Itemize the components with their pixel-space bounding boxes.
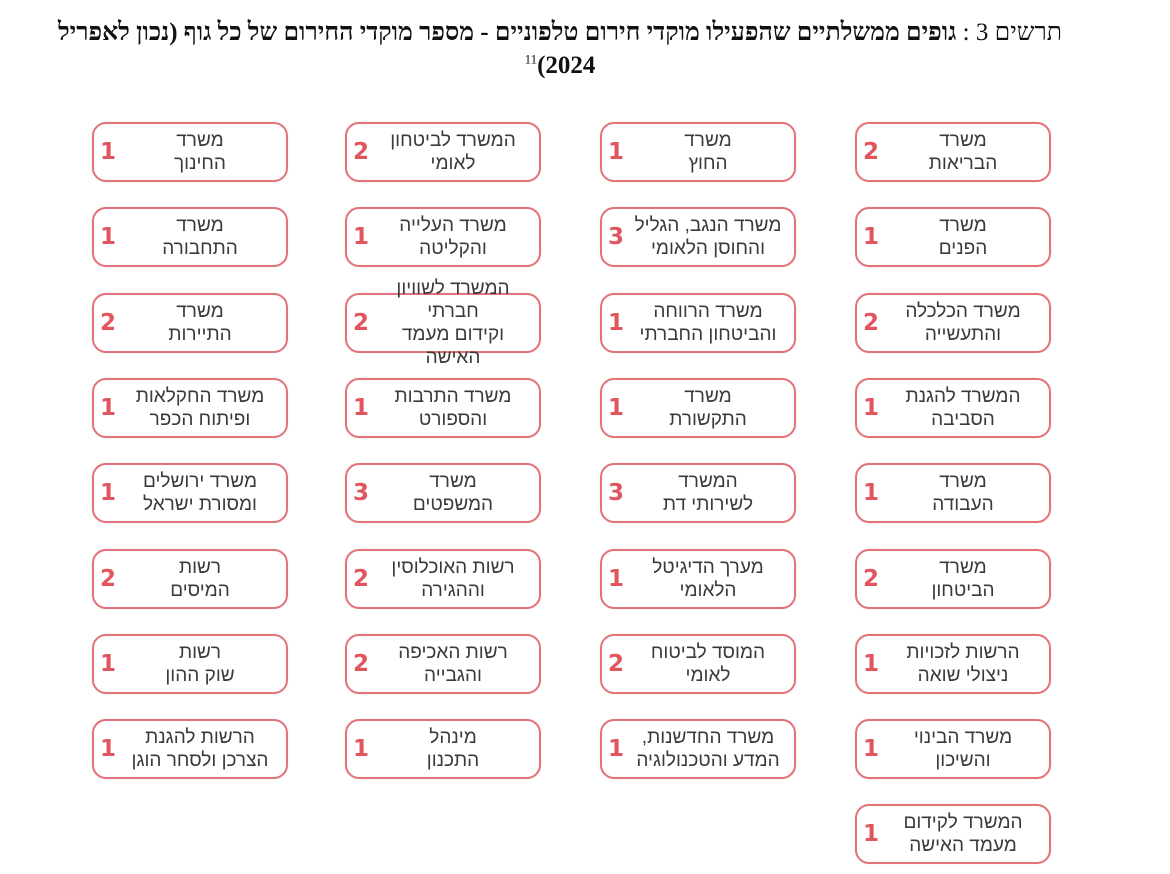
agency-card [855, 207, 1051, 267]
agency-card [855, 719, 1051, 779]
agency-card [600, 122, 796, 182]
hotline-count: 2 [353, 566, 370, 592]
hotline-count: 2 [353, 139, 370, 165]
hotline-count: 3 [353, 480, 370, 506]
agency-name: הרשות לזכויות ניצולי שואה [906, 642, 1020, 686]
hotline-count: 2 [863, 139, 880, 165]
agency-name: משרד החוץ [684, 130, 732, 174]
hotline-count: 1 [608, 736, 625, 762]
agency-name: משרד הפנים [938, 215, 988, 259]
hotline-count: 1 [863, 651, 880, 677]
agency-name: המשרד לקידום מעמד האישה [903, 812, 1023, 856]
agency-card [92, 293, 288, 353]
agency-name: משרד החדשנות, המדע והטכנולוגיה [636, 727, 780, 771]
agency-name: משרד העלייה והקליטה [399, 215, 507, 259]
agency-name: רשות המיסים [170, 557, 230, 601]
title-text: גופים ממשלתיים שהפעילו מוקדי חירום טלפוניים - מספר מוקדי החירום של כל גוף (נכון לאפריל 2024) [57, 19, 957, 79]
hotline-count: 2 [863, 310, 880, 336]
hotline-count: 1 [100, 139, 117, 165]
agency-name: המוסד לביטוח לאומי [650, 642, 766, 686]
agency-card [345, 122, 541, 182]
agency-name: רשות שוק ההון [165, 642, 235, 686]
agency-card [600, 549, 796, 609]
agency-name: משרד המשפטים [412, 471, 494, 515]
agency-card [600, 719, 796, 779]
hotline-count: 1 [353, 736, 370, 762]
agency-name: משרד הבריאות [928, 130, 998, 174]
agency-card [855, 463, 1051, 523]
hotline-count: 1 [608, 395, 625, 421]
hotline-count: 2 [100, 310, 117, 336]
agency-name: משרד החינוך [174, 130, 226, 174]
agency-name: הרשות להגנת הצרכן ולסחר הוגן [131, 727, 269, 771]
hotline-count: 1 [100, 224, 117, 250]
hotline-count: 1 [353, 395, 370, 421]
hotline-count: 1 [100, 651, 117, 677]
agency-name: משרד התיירות [168, 301, 232, 345]
hotline-count: 1 [863, 821, 880, 847]
hotline-count: 3 [608, 480, 625, 506]
agency-name: משרד התרבות והספורט [394, 386, 512, 430]
hotline-count: 2 [353, 310, 370, 336]
footnote-marker: 11 [524, 51, 538, 67]
agency-card [92, 122, 288, 182]
agency-card [345, 549, 541, 609]
agency-name: המשרד לשירותי דת [662, 471, 754, 515]
agency-card [855, 634, 1051, 694]
agency-card [855, 549, 1051, 609]
agency-name: משרד העבודה [932, 471, 994, 515]
hotline-count: 2 [608, 651, 625, 677]
figure-number: תרשים 3 : [962, 19, 1063, 46]
agency-card [600, 634, 796, 694]
hotline-count: 2 [353, 651, 370, 677]
agency-card [345, 378, 541, 438]
agency-name: המשרד לשוויון חברתי וקידום מעמד האישה [396, 278, 510, 368]
agency-card [92, 634, 288, 694]
agency-name: מינהל התכנון [426, 727, 480, 771]
agency-card [92, 549, 288, 609]
agency-name: מערך הדיגיטל הלאומי [652, 557, 764, 601]
agency-card [92, 378, 288, 438]
agency-card [345, 719, 541, 779]
agency-name: משרד החקלאות ופיתוח הכפר [135, 386, 265, 430]
hotline-count: 1 [100, 395, 117, 421]
agency-card [92, 207, 288, 267]
agency-name: המשרד לביטחון לאומי [390, 130, 516, 174]
agency-card [345, 463, 541, 523]
hotline-count: 1 [863, 224, 880, 250]
agency-name: רשות האוכלוסין וההגירה [391, 557, 515, 601]
hotline-count: 1 [863, 736, 880, 762]
hotline-count: 3 [608, 224, 625, 250]
agency-name: משרד הרווחה והביטחון החברתי [639, 301, 777, 345]
agency-card [600, 378, 796, 438]
agency-name: המשרד להגנת הסביבה [905, 386, 1021, 430]
agency-name: משרד הבינוי והשיכון [913, 727, 1013, 771]
agency-card [855, 378, 1051, 438]
hotline-count: 2 [100, 566, 117, 592]
agency-card [600, 207, 796, 267]
agency-card [600, 293, 796, 353]
hotline-count: 1 [863, 395, 880, 421]
hotline-count: 1 [863, 480, 880, 506]
agency-name: משרד הכלכלה והתעשייה [905, 301, 1021, 345]
hotline-count: 1 [608, 139, 625, 165]
agency-card [345, 634, 541, 694]
hotline-count: 1 [353, 224, 370, 250]
agency-card [92, 463, 288, 523]
hotline-count: 1 [608, 566, 625, 592]
agency-name: משרד התחבורה [162, 215, 238, 259]
agency-card [92, 719, 288, 779]
agency-card [855, 804, 1051, 864]
hotline-count: 1 [100, 480, 117, 506]
hotline-count: 2 [863, 566, 880, 592]
agency-card [855, 293, 1051, 353]
agency-name: משרד הנגב, הגליל והחוסן הלאומי [634, 215, 782, 259]
agency-card [345, 278, 541, 368]
agency-card [855, 122, 1051, 182]
agency-name: משרד התקשורת [669, 386, 747, 430]
agency-card [600, 463, 796, 523]
hotline-count: 1 [608, 310, 625, 336]
agency-name: משרד הביטחון [931, 557, 995, 601]
hotline-count: 1 [100, 736, 117, 762]
agency-name: משרד ירושלים ומסורת ישראל [142, 471, 258, 515]
agency-card [345, 207, 541, 267]
agency-name: רשות האכיפה והגבייה [398, 642, 508, 686]
